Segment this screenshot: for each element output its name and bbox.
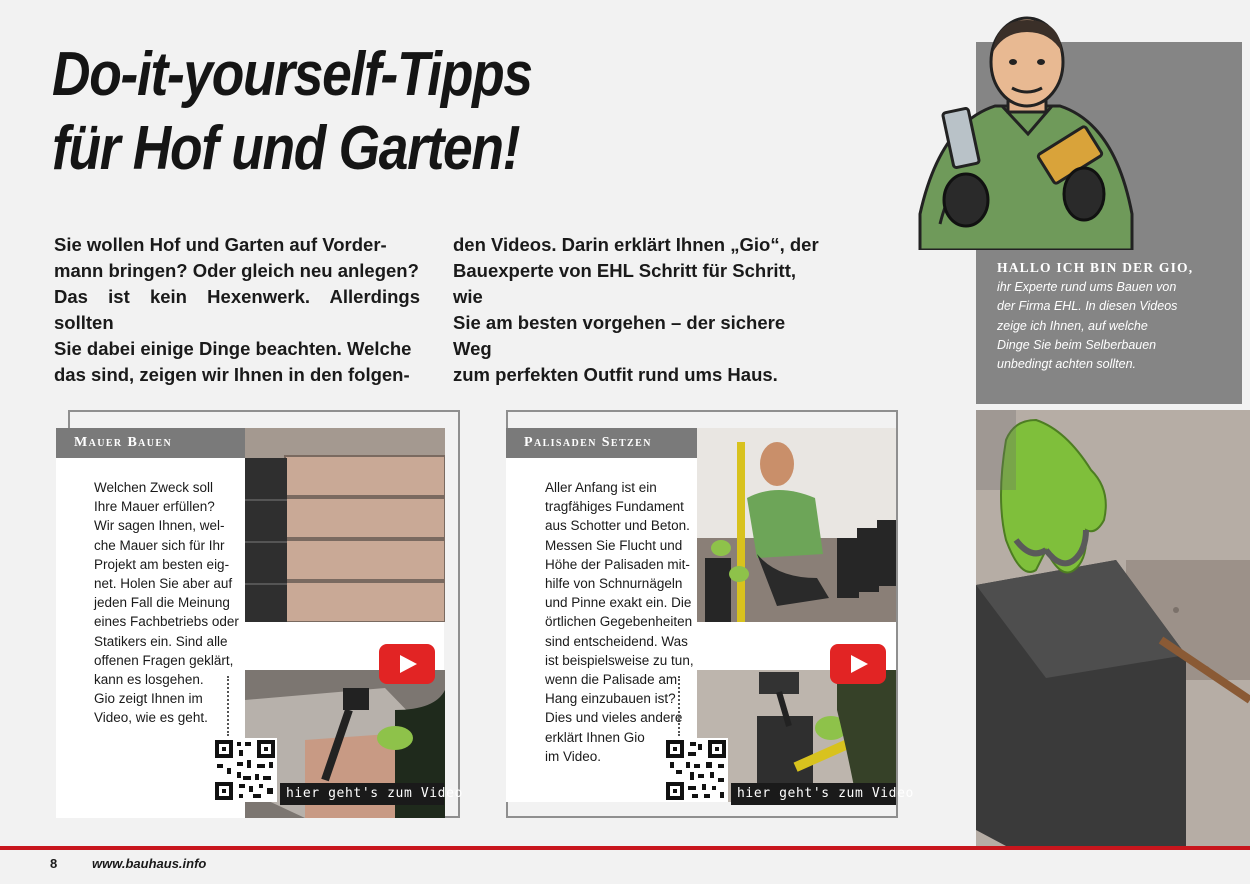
card-text-line: Hang einzubauen ist? [545,691,676,707]
card-text-line: net. Holen Sie aber auf [94,576,233,592]
gio-caption [997,258,1237,374]
card-text-line: eines Fachbetriebs oder [94,614,239,630]
play-icon[interactable] [830,644,886,684]
intro-line: den Videos. Darin erklärt Ihnen „Gio“, der [453,234,819,255]
page-headline [52,38,585,186]
gio-caption-body [997,278,1237,374]
intro-line: Bauexperte von EHL Schritt für Schritt, wie [453,260,796,307]
card-text-line: Video, wie es geht. [94,710,208,726]
card-text-line: wenn die Palisade am [545,672,678,688]
intro-line: das sind, zeigen wir Ihnen in den folgen- [54,364,410,385]
card-tab-palisaden-setzen: Palisaden Setzen [506,428,698,458]
intro-line: mann bringen? Oder gleich neu anlegen? [54,260,419,281]
site-url-link[interactable]: www.bauhaus.info [92,856,207,871]
card-text-line: Aller Anfang ist ein [545,480,657,495]
card-text-line: Gio zeigt Ihnen im [94,691,203,707]
card-text-line: erklärt Ihnen Gio [545,729,645,745]
card-text-line: Wir sagen Ihnen, wel- [94,518,225,534]
card-text-line: ist beispielsweise zu tun, [545,652,694,668]
intro-line: Sie am besten vorgehen – der sichere Weg [453,312,786,359]
dotted-connector [227,676,229,736]
video-link-label[interactable]: hier geht's zum Video [280,783,444,805]
gio-caption-line: der Firma EHL. In diesen Videos [997,299,1178,314]
card-text-line: Höhe der Palisaden mit- [545,556,690,572]
headline-line-2: für Hof und Garten! [52,114,520,183]
video-link-label[interactable]: hier geht's zum Video [731,783,896,805]
card-text-line: Dies und vieles andere [545,710,683,726]
card-text-line: und Pinne exakt ein. Die [545,595,692,611]
card-text-line: aus Schotter und Beton. [545,518,690,534]
palisade-photo [976,410,1250,846]
card-text-line: Projekt am besten eig- [94,556,230,572]
card-text-palisaden [545,478,697,766]
intro-line: Sie dabei einige Dinge beachten. Welche [54,338,412,359]
palisade-worker-photo [697,428,896,622]
card-text-line: örtlichen Gegebenheiten [545,614,693,630]
gio-caption-title: HALLO ICH BIN DER GIO, [997,260,1194,275]
card-text-line: Ihre Mauer erfüllen? [94,499,215,515]
page-number: 8 [50,856,58,871]
card-text-line: Statikers ein. Sind alle [94,633,228,649]
intro-line: zum perfekten Outfit rund ums Haus. [453,364,778,385]
footer-divider [0,846,1250,850]
intro-right-column [453,232,825,388]
card-text-line: offenen Fragen geklärt, [94,652,234,668]
intro-line: Sie wollen Hof und Garten auf Vorder- [54,234,387,255]
card-text-line: kann es losgehen. [94,672,204,688]
qr-code-icon[interactable] [213,738,277,802]
card-text-line: tragfähiges Fundament [545,499,684,515]
card-text-line: sind entscheidend. Was [545,633,688,649]
card-text-line: Welchen Zweck soll [94,480,214,495]
play-icon[interactable] [379,644,435,684]
intro-left-column [54,232,420,388]
card-text-line: im Video. [545,748,602,764]
card-text-line: jeden Fall die Meinung [94,595,230,611]
card-text-line: che Mauer sich für Ihr [94,537,225,553]
card-tab-mauer-bauen: Mauer Bauen [56,428,246,458]
gio-caption-line: zeige ich Ihnen, auf welche [997,318,1148,333]
gio-caption-line: Dinge Sie beim Selberbauen [997,337,1157,352]
wall-photo [245,428,445,622]
card-text-line: hilfe von Schnurnägeln [545,576,683,592]
gio-illustration [900,14,1150,250]
gio-caption-line: unbedingt achten sollten. [997,357,1136,372]
intro-line: Das ist kein Hexenwerk. Allerdings sollten [54,286,420,333]
gio-caption-line: ihr Experte rund ums Bauen von [997,280,1177,294]
dotted-connector [678,676,680,736]
qr-code-icon[interactable] [664,738,728,802]
headline-line-1: Do-it-yourself-Tipps [52,40,532,109]
card-text-mauer [94,478,244,728]
card-text-line: Messen Sie Flucht und [545,537,683,553]
